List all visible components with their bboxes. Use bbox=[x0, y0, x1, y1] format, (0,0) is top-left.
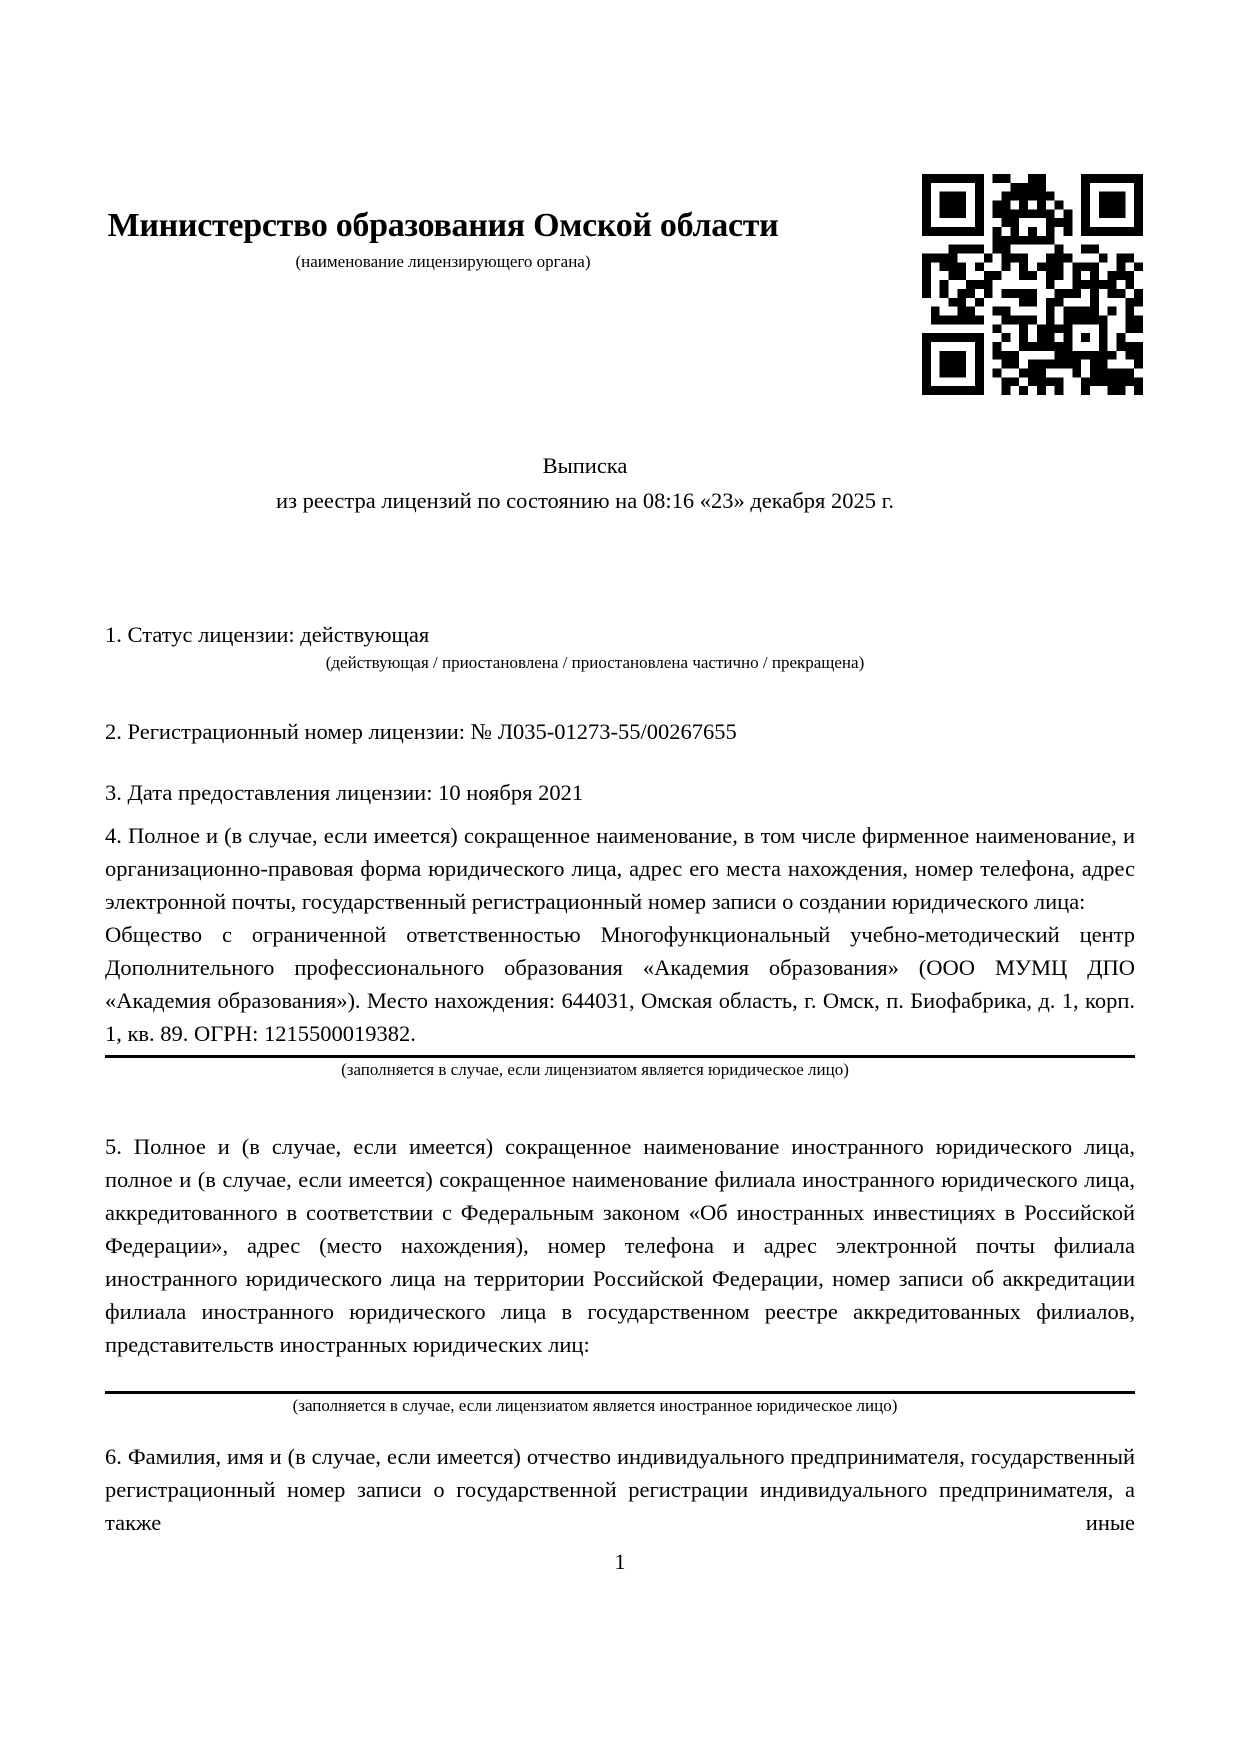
item-registration-number: 2. Регистрационный номер лицензии: № Л035-01273-55/00267655 bbox=[105, 719, 737, 744]
item-license-grant-date: 3. Дата предоставления лицензии: 10 ноября 2021 bbox=[105, 780, 584, 805]
licensing-authority-block bbox=[105, 205, 781, 274]
item-legal-entity-value: Общество с ограниченной ответственностью Многофункциональный учебно-методический центр Дополнительного профессионального образования «Академия образования» (ООО МУМЦ ДПО «Академия образования»). Место нахождения: 644031, Омская область, г. Омск, п. Биофабрика, д. 1, корп. 1, кв. 89. ОГРН: 1215500019382. bbox=[105, 922, 1135, 1046]
licensing-authority-name: Министерство образования Омской области bbox=[107, 207, 779, 244]
qr-code bbox=[922, 174, 1143, 395]
item-foreign-entity-prompt: 5. Полное и (в случае, если имеется) сокращенное наименование иностранного юридического лица, полное и (в случае, если имеется) сокращенное наименование филиала иностранного юридического лица, аккредитованного в соответствии с Федеральным законом «Об иностранных инвестициях в Российской Федерации», адрес (место нахождения), номер телефона и адрес электронной почты филиала иностранного юридического лица на территории Российской Федерации, номер записи об аккредитации филиала иностранного юридического лица в государственном реестре аккредитованных филиалов, представительств иностранных юридических лиц: bbox=[105, 1134, 1135, 1357]
document-title bbox=[105, 448, 1065, 518]
item-legal-entity-prompt: 4. Полное и (в случае, если имеется) сокращенное наименование, в том числе фирменное наименование, и организационно-правовая форма юридического лица, адрес его места нахождения, номер телефона, адрес электронной почты, государственный регистрационный номер записи о создании юридического лица: bbox=[105, 823, 1135, 914]
item-license-status: 1. Статус лицензии: действующая bbox=[105, 622, 430, 647]
item-individual-entrepreneur-prompt: 6. Фамилия, имя и (в случае, если имеется) отчество индивидуального предпринимателя, государственный регистрационный номер записи о государственной регистрации индивидуального предпринимателя, а также иные bbox=[105, 1444, 1135, 1535]
item-legal-entity-caption: (заполняется в случае, если лицензиатом является юридическое лицо) bbox=[341, 1060, 849, 1079]
page-number: 1 bbox=[614, 1549, 626, 1574]
document-title-line2: из реестра лицензий по состоянию на 08:16 «23» декабря 2025 г. bbox=[276, 488, 894, 513]
document-title-line1: Выписка bbox=[542, 453, 628, 478]
licensing-authority-caption: (наименование лицензирующего органа) bbox=[295, 252, 591, 271]
item-license-status-caption: (действующая / приостановлена / приостановлена частично / прекращена) bbox=[325, 653, 865, 672]
item-foreign-entity-caption: (заполняется в случае, если лицензиатом является иностранное юридическое лицо) bbox=[292, 1396, 898, 1415]
